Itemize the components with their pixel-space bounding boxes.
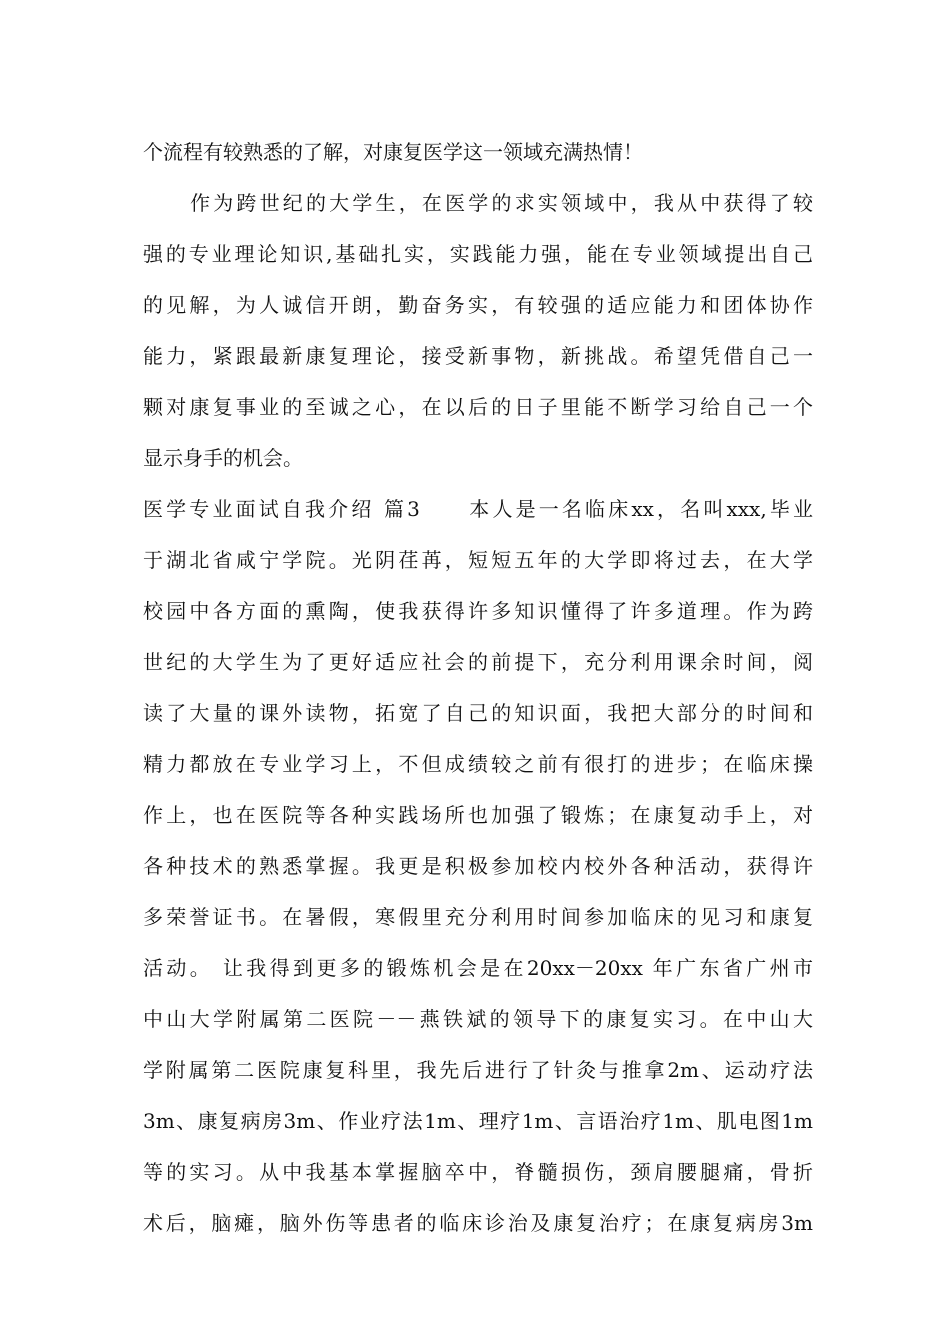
text-line: 学附属第二医院康复科里，我先后进行了针灸与推拿2m、运动疗法 [143,1058,813,1082]
text-line: 读了大量的课外读物，拓宽了自己的知识面，我把大部分的时间和 [143,701,813,725]
text-line: 各种技术的熟悉掌握。我更是积极参加校内校外各种活动，获得许 [143,854,813,878]
section-heading-line: 医学专业面试自我介绍 篇3 本人是一名临床xx，名叫xxx,毕业 [143,497,813,521]
text-line: 个流程有较熟悉的了解，对康复医学这一领域充满热情！ [143,140,643,164]
text-line: 于湖北省咸宁学院。光阴荏苒，短短五年的大学即将过去，在大学 [143,548,813,572]
text-line: 多荣誉证书。在暑假，寒假里充分利用时间参加临床的见习和康复 [143,905,813,929]
text-line: 活动。 让我得到更多的锻炼机会是在20xx－20xx 年广东省广州市 [143,956,813,980]
text-line: 显示身手的机会。 [143,446,303,470]
text-line: 中山大学附属第二医院－－燕铁斌的领导下的康复实习。在中山大 [143,1007,813,1031]
text-line: 能力，紧跟最新康复理论，接受新事物，新挑战。希望凭借自己一 [143,344,813,368]
text-line: 世纪的大学生为了更好适应社会的前提下，充分利用课余时间，阅 [143,650,813,674]
text-line: 精力都放在专业学习上，不但成绩较之前有很打的进步；在临床操 [143,752,813,776]
text-line: 作为跨世纪的大学生，在医学的求实领域中，我从中获得了较 [190,191,813,215]
text-line: 等的实习。从中我基本掌握脑卒中，脊髓损伤，颈肩腰腿痛，骨折 [143,1160,813,1184]
text-line: 的见解，为人诚信开朗，勤奋务实，有较强的适应能力和团体协作 [143,293,813,317]
text-line: 3m、康复病房3m、作业疗法1m、理疗1m、言语治疗1m、肌电图1m [143,1109,813,1133]
text-line: 作上，也在医院等各种实践场所也加强了锻炼；在康复动手上，对 [143,803,813,827]
text-line: 强的专业理论知识,基础扎实，实践能力强，能在专业领域提出自己 [143,242,813,266]
text-line: 颗对康复事业的至诚之心，在以后的日子里能不断学习给自己一个 [143,395,813,419]
text-line: 术后，脑瘫，脑外伤等患者的临床诊治及康复治疗；在康复病房3m [143,1211,813,1235]
text-line: 校园中各方面的熏陶，使我获得许多知识懂得了许多道理。作为跨 [143,599,813,623]
